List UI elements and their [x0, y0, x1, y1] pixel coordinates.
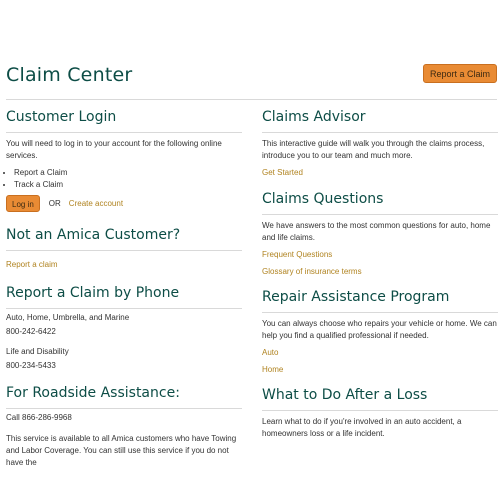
roadside-body: This service is available to all Amica customers who have Towing and Labor Coverage. You can still use this service if you do not have the	[6, 434, 237, 467]
section-divider	[6, 250, 242, 251]
page-header	[0, 52, 500, 100]
not-customer-section	[6, 226, 242, 271]
login-row	[6, 195, 242, 212]
section-divider	[6, 308, 242, 309]
list-item: • Report a Claim	[14, 167, 242, 179]
report-a-claim-button[interactable]: Report a Claim	[423, 64, 497, 83]
home-repair-link[interactable]: Home	[262, 365, 284, 374]
repair-assistance-heading: Repair Assistance Program	[262, 289, 450, 305]
section-divider	[262, 214, 498, 215]
after-loss-body: Learn what to do if you're involved in an auto accident, a homeowners loss or a life incident.	[262, 417, 462, 438]
repair-assistance-body: You can always choose who repairs your vehicle or home. We can help you find a qualified professional if needed.	[262, 319, 497, 340]
phone-number: 800-242-6422	[6, 327, 56, 336]
after-loss-section	[262, 386, 498, 440]
customer-login-intro: You will need to log in to your account for the following online services.	[6, 139, 222, 160]
page-title: Claim Center	[6, 64, 133, 86]
claims-questions-section	[262, 190, 498, 278]
header-divider	[6, 99, 497, 100]
roadside-phone: Call 866-286-9968	[6, 413, 72, 422]
right-column	[262, 108, 498, 440]
report-a-claim-link[interactable]: Report a claim	[6, 260, 58, 269]
glossary-link[interactable]: Glossary of insurance terms	[262, 267, 362, 276]
create-account-link[interactable]: Create account	[68, 198, 124, 208]
customer-login-section	[6, 108, 242, 212]
login-services-list	[6, 167, 242, 191]
claims-questions-heading: Claims Questions	[262, 191, 384, 207]
phone-number: 800-234-5433	[6, 361, 56, 370]
list-item: • Track a Claim	[14, 179, 242, 191]
roadside-section	[6, 384, 242, 467]
frequent-questions-link[interactable]: Frequent Questions	[262, 250, 333, 259]
report-by-phone-section	[6, 284, 242, 372]
after-loss-heading: What to Do After a Loss	[262, 387, 428, 403]
claims-advisor-body: This interactive guide will walk you through the claims process, introduce you to our team and much more.	[262, 139, 485, 160]
roadside-body-clip	[6, 433, 242, 467]
auto-repair-link[interactable]: Auto	[262, 348, 279, 357]
claims-questions-body: We have answers to the most common questions for auto, home and life claims.	[262, 221, 491, 242]
claims-advisor-section	[262, 108, 498, 179]
phone-group-label: Auto, Home, Umbrella, and Marine	[6, 313, 130, 322]
customer-login-heading: Customer Login	[6, 109, 117, 125]
get-started-link[interactable]: Get Started	[262, 168, 303, 177]
roadside-heading: For Roadside Assistance:	[6, 385, 180, 401]
or-separator: OR	[48, 199, 61, 208]
section-divider	[262, 132, 498, 133]
section-divider	[262, 410, 498, 411]
section-divider	[6, 408, 242, 409]
repair-assistance-section	[262, 288, 498, 376]
report-by-phone-heading: Report a Claim by Phone	[6, 285, 180, 301]
section-divider	[262, 312, 498, 313]
phone-group-label: Life and Disability	[6, 347, 69, 356]
log-in-button[interactable]: Log in	[6, 195, 40, 212]
section-divider	[6, 132, 242, 133]
not-customer-heading: Not an Amica Customer?	[6, 227, 181, 243]
left-column	[6, 108, 242, 467]
claims-advisor-heading: Claims Advisor	[262, 109, 366, 125]
